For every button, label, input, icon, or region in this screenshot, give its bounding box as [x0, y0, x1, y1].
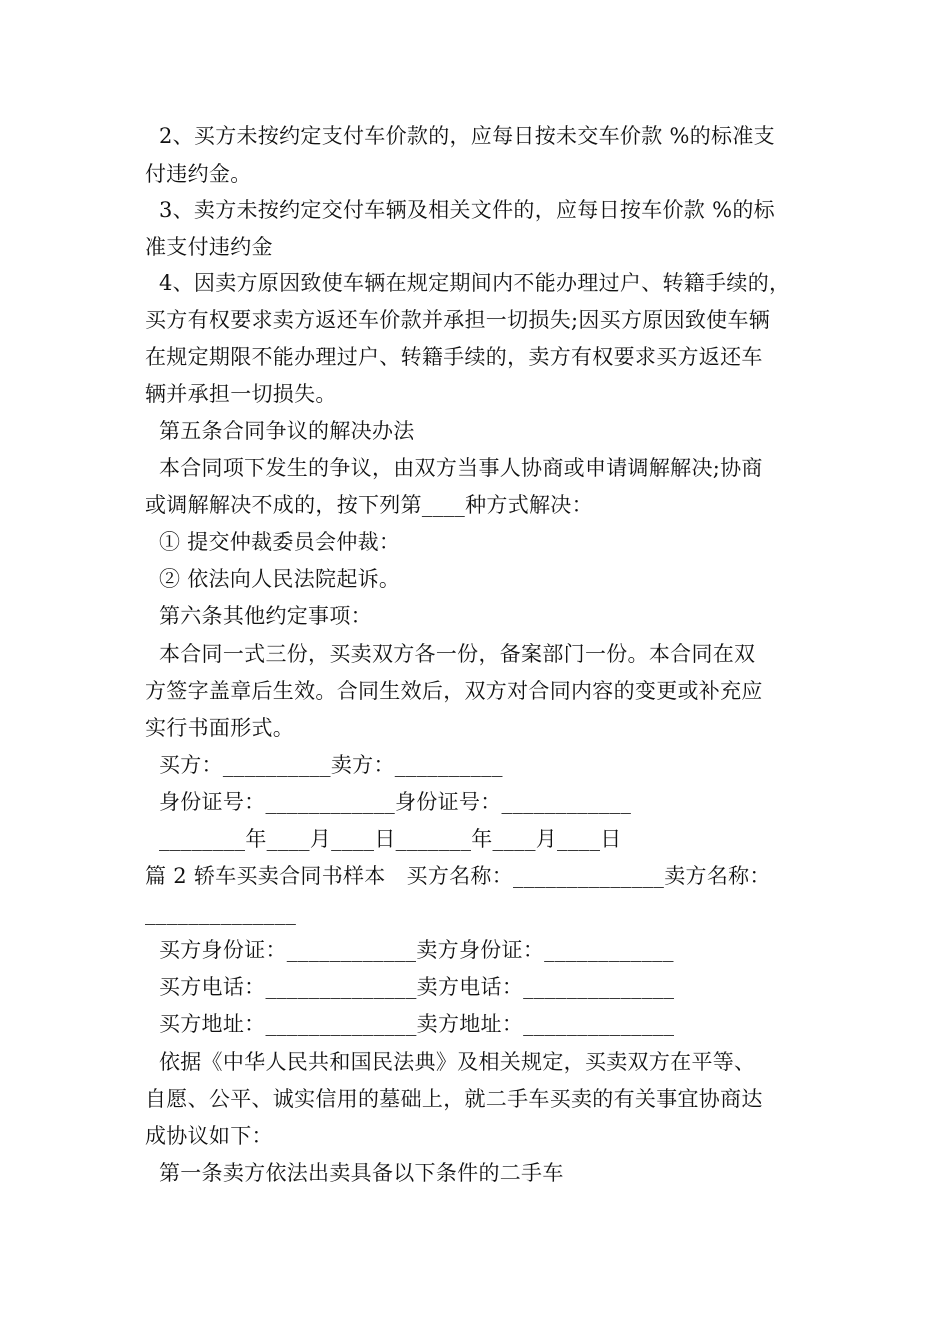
signature-line: 买方：__________卖方：__________: [145, 753, 503, 777]
section-heading: 第一条卖方依法出卖具备以下条件的二手车: [145, 1161, 564, 1185]
text-line: 在规定期限不能办理过户、转籍手续的，卖方有权要求买方返还车: [145, 345, 763, 369]
id-number-line: 身份证号：____________身份证号：____________: [145, 790, 632, 814]
text-line: 本合同项下发生的争议，由双方当事人协商或申请调解解决;协商: [145, 456, 763, 480]
list-item: ② 依法向人民法院起诉。: [145, 567, 401, 591]
text-line: 3、卖方未按约定交付车辆及相关文件的，应每日按车价款 %的标: [145, 198, 775, 222]
date-line: ________年____月____日_______年____月____日: [145, 827, 622, 851]
section-heading: 第六条其他约定事项：: [145, 604, 372, 628]
section-heading: 第五条合同争议的解决办法: [145, 419, 415, 443]
text-line: ______________: [145, 901, 297, 925]
text-line: 自愿、公平、诚实信用的墓础上，就二手车买卖的有关事宜协商达: [145, 1087, 763, 1111]
text-line: 2、买方未按约定支付车价款的，应每日按未交车价款 %的标准支: [145, 124, 775, 148]
text-line: 实行书面形式。: [145, 716, 295, 740]
text-line: 4、因卖方原因致使车辆在规定期间内不能办理过户、转籍手续的，: [145, 271, 791, 295]
text-line: 本合同一式三份，买卖双方各一份，备案部门一份。本合同在双: [145, 642, 756, 666]
text-line: 方签字盖章后生效。合同生效后，双方对合同内容的变更或补充应: [145, 679, 763, 703]
buyer-seller-address-line: 买方地址：______________卖方地址：______________: [145, 1012, 675, 1036]
text-line: 辆并承担一切损失。: [145, 382, 337, 406]
buyer-seller-id-line: 买方身份证：____________卖方身份证：____________: [145, 938, 674, 962]
list-item: ① 提交仲裁委员会仲裁：: [145, 530, 401, 554]
text-line: 准支付违约金: [145, 235, 273, 259]
text-line: 付违约金。: [145, 162, 252, 186]
text-line: 或调解解决不成的，按下列第____种方式解决：: [145, 493, 593, 517]
text-line: 买方有权要求卖方返还车价款并承担一切损失;因买方原因致使车辆: [145, 308, 771, 332]
text-line: 依据《中华人民共和国民法典》及相关规定，买卖双方在平等、: [145, 1050, 756, 1074]
text-line: 篇 2 轿车买卖合同书样本 买方名称：______________卖方名称：: [145, 864, 771, 888]
text-line: 成协议如下：: [145, 1124, 273, 1148]
buyer-seller-phone-line: 买方电话：______________卖方电话：______________: [145, 975, 675, 999]
